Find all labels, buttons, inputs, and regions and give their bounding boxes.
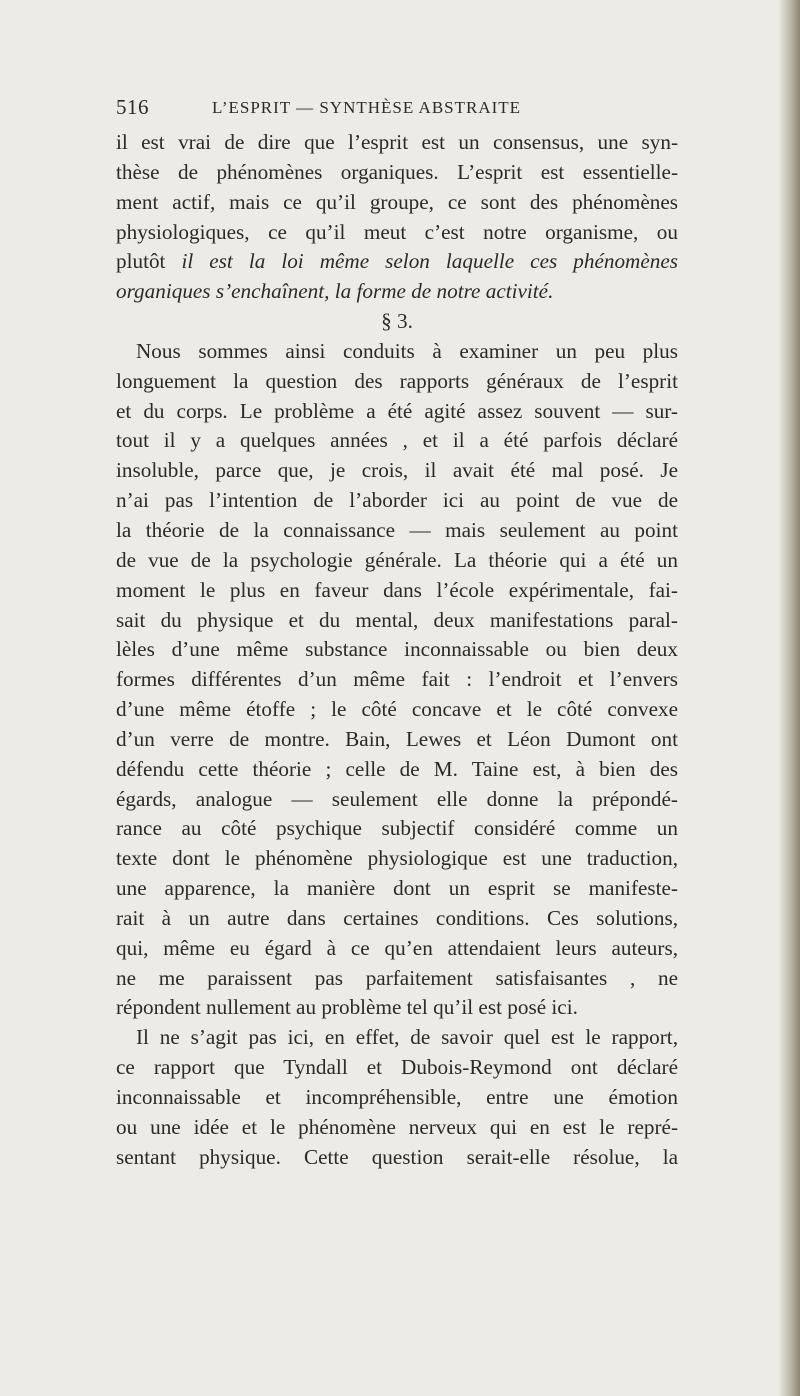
text-line <box>116 426 678 456</box>
page-edge-shadow <box>778 0 800 1396</box>
line-text: plutôt <box>116 249 182 274</box>
text-line <box>116 874 678 904</box>
line-text: de vue de la psychologie générale. La théorie qui a été un <box>116 547 678 572</box>
line-text: insoluble, parce que, je crois, il avait été mal posé. Je <box>116 458 678 483</box>
line-text: ou une idée et le phénomène nerveux qui en est le repré- <box>116 1114 678 1139</box>
line-text: sait du physique et du mental, deux manifestations paral- <box>116 607 678 632</box>
body-text <box>116 128 678 1173</box>
line-text: thèse de phénomènes organiques. L’esprit est essentielle- <box>116 159 678 184</box>
text-line <box>116 247 678 277</box>
text-line <box>116 128 678 158</box>
section-heading <box>116 307 678 337</box>
text-line <box>116 277 678 307</box>
text-line <box>116 1143 678 1173</box>
text-line <box>116 456 678 486</box>
text-line <box>116 218 678 248</box>
line-text: n’ai pas l’intention de l’aborder ici au point de vue de <box>116 488 678 513</box>
line-text: longuement la question des rapports généraux de l’esprit <box>116 368 678 393</box>
text-line <box>116 516 678 546</box>
text-line <box>116 695 678 725</box>
text-line <box>116 904 678 934</box>
text-line <box>116 1023 678 1053</box>
line-text: § 3. <box>381 309 413 334</box>
running-title: L’ESPRIT — SYNTHÈSE ABSTRAITE <box>212 98 522 117</box>
line-text: il est vrai de dire que l’esprit est un consensus, une syn- <box>116 130 678 154</box>
text-line <box>116 158 678 188</box>
italic-text: organiques s’enchaînent, la forme de notre activité. <box>116 279 554 304</box>
line-text: égards, analogue — seulement elle donne la prépondé- <box>116 786 678 811</box>
line-text: Il ne s’agit pas ici, en effet, de savoir quel est le rapport, <box>136 1025 678 1050</box>
running-header <box>116 95 678 125</box>
text-line <box>116 337 678 367</box>
text-line <box>116 635 678 665</box>
line-text: physiologiques, ce qu’il meut c’est notre organisme, ou <box>116 219 678 244</box>
line-text: ment actif, mais ce qu’il groupe, ce sont des phénomènes <box>116 189 678 214</box>
text-line <box>116 844 678 874</box>
text-line <box>116 755 678 785</box>
line-text: moment le plus en faveur dans l’école expérimentale, fai- <box>116 577 678 602</box>
text-line <box>116 367 678 397</box>
text-line <box>116 546 678 576</box>
line-text: rait à un autre dans certaines conditions. Ces solutions, <box>116 905 678 930</box>
line-text: formes différentes d’un même fait : l’endroit et l’envers <box>116 667 678 692</box>
line-text: et du corps. Le problème a été agité assez souvent — sur- <box>116 398 678 423</box>
text-line <box>116 993 678 1023</box>
text-line <box>116 188 678 218</box>
line-text: sentant physique. Cette question serait-elle résolue, la <box>116 1144 678 1169</box>
text-line <box>116 486 678 516</box>
text-line <box>116 964 678 994</box>
text-line <box>116 665 678 695</box>
line-text: répondent nullement au problème tel qu’il est posé ici. <box>116 995 578 1020</box>
line-text: ce rapport que Tyndall et Dubois-Reymond ont déclaré <box>116 1055 678 1080</box>
line-text: qui, même eu égard à ce qu’en attendaient leurs auteurs, <box>116 935 678 960</box>
line-text: rance au côté psychique subjectif considéré comme un <box>116 816 678 841</box>
text-line <box>116 814 678 844</box>
text-line <box>116 934 678 964</box>
line-text: texte dont le phénomène physiologique est une traduction, <box>116 846 678 871</box>
text-line <box>116 725 678 755</box>
line-text: Nous sommes ainsi conduits à examiner un peu plus <box>136 338 678 363</box>
line-text: une apparence, la manière dont un esprit se manifeste- <box>116 876 678 901</box>
text-line <box>116 576 678 606</box>
italic-text: il est la loi même selon laquelle ces phénomènes <box>181 249 678 274</box>
line-text: inconnaissable et incompréhensible, entre une émotion <box>116 1085 678 1109</box>
line-text: la théorie de la connaissance — mais seulement au point <box>116 517 678 542</box>
text-line <box>116 1113 678 1143</box>
text-line <box>116 606 678 636</box>
line-text: tout il y a quelques années , et il a été parfois déclaré <box>116 428 678 453</box>
text-line <box>116 785 678 815</box>
text-line <box>116 1083 678 1113</box>
text-line <box>116 397 678 427</box>
page-number: 516 <box>116 95 149 119</box>
line-text: défendu cette théorie ; celle de M. Taine est, à bien des <box>116 756 678 781</box>
line-text: ne me paraissent pas parfaitement satisfaisantes , ne <box>116 965 678 990</box>
line-text: d’un verre de montre. Bain, Lewes et Léon Dumont ont <box>116 726 678 751</box>
line-text: lèles d’une même substance inconnaissable ou bien deux <box>116 637 678 662</box>
text-line <box>116 1053 678 1083</box>
line-text: d’une même étoffe ; le côté concave et le côté convexe <box>116 697 678 722</box>
